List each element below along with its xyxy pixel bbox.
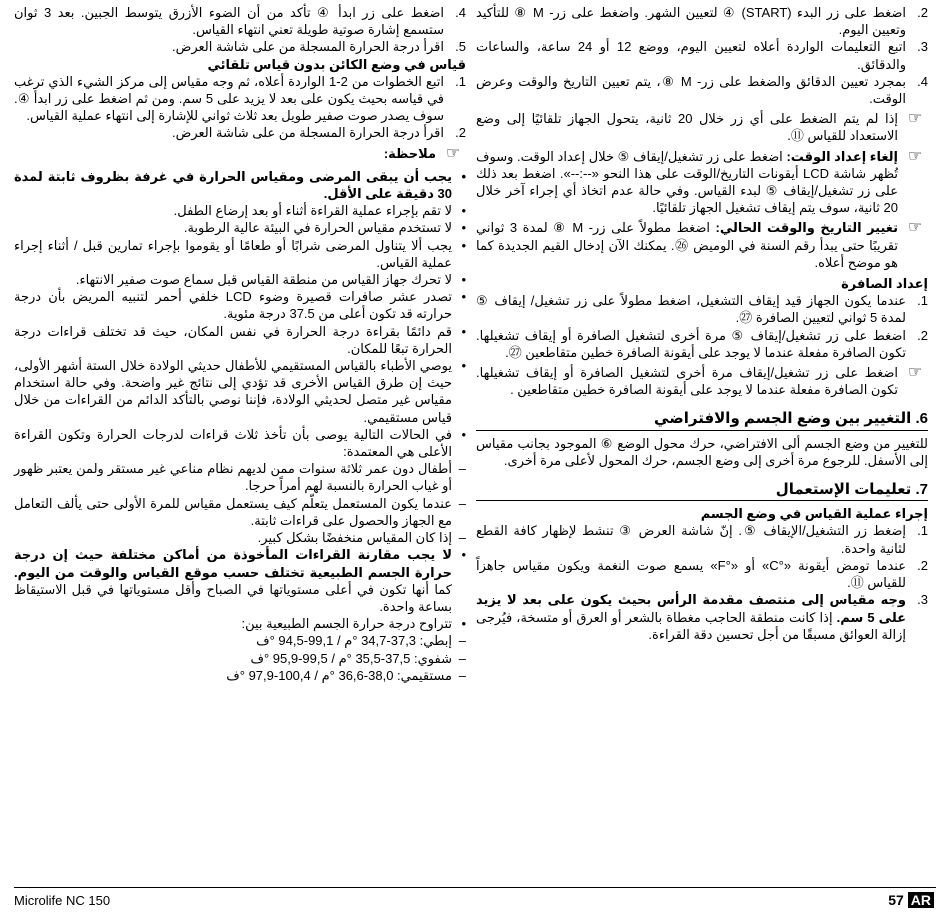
note: ☞ تغيير التاريخ والوقت الحالي: اضغط مطولاً على زر- M ⑧ لمدة 3 ثواني تقريبًا حتى يبدأ رقم السنة في الوميض ㉖. يمكنك الآن إدخال القيم الجديدة كما هو موضح أعلاه. (476, 219, 928, 271)
list-item: – أطفال دون عمر ثلاثة سنوات ممن لديهم نظام مناعي غير مستقر ولمن يعتبر ظهور أو غياب الحرارة بالنسبة لهم أمراً حرجا. (14, 460, 466, 494)
left-column (14, 4, 466, 684)
list-item: – مستقيمي: 38,0-36,6 °م / 100,4-97,9 °ف (14, 667, 466, 684)
list-item: • لا يجب مقارنة القراءات المأخوذة من أماكن مختلفة حيث إن درجة حرارة الجسم الطبيعية تختلف حسب موقع القياس والوقت من اليوم. كما أنها تكون في أعلى مستوياتها في الصباح وأقل مستوياتها في قبل الاستيقاظ بساعة واحدة. (14, 546, 466, 615)
list-item: • لا تقم بإجراء عملية القراءة أثناء أو بعد إرضاع الطفل. (14, 202, 466, 219)
list-item: 2. اقرأ درجة الحرارة المسجلة من على شاشة العرض. (172, 125, 466, 141)
list-item: 1. عندما يكون الجهاز قيد إيقاف التشغيل، اضغط مطولاً على زر تشغيل/ إيقاف ⑤ لمدة 5 ثواني لتعيين الصافرة ㉗. (476, 293, 928, 326)
list-item: 2. اضغط على زر تشغيل/إيقاف ⑤ مرة أخرى لتشغيل الصافرة أو إيقاف تشغيلها. تكون الصافرة مفعلة عندما لا يوجد على أيقونة الصافرة خطين متقاطعين ㉗. (476, 327, 928, 360)
list-item: 2. اضغط على زر البدء (START) ④ لتعيين الشهر. واضغط على زر- M ⑧ للتأكيد وتعيين اليوم. (476, 5, 928, 38)
list-item: • في الحالات التالية يوصى بأن تأخذ ثلاث قراءات لدرجات الحرارة وتكون القراءة الأعلى هي المعتمدة: (14, 426, 466, 460)
list-item: • لا تستخدم مقياس الحرارة في البيئة عالية الرطوبة. (14, 219, 466, 236)
language-badge: AR (908, 892, 934, 908)
list-item: • يجب ألا يتناول المرضى شرابًا أو طعامًا أو يقوموا بإجراء تمارين قبل / أثناء إجراء عملية القياس. (14, 237, 466, 271)
list-item: 1. اتبع الخطوات من 2-1 الواردة أعلاه، ثم وجه مقياس إلى مركز الشيء الذي ترغب في قياسه بحيث يكون على بعد لا يزيد على 5 سم. ومن ثم اضغط على زر ابدأ ④. سوف يصدر صوت صفير طويل بعد ثلاث ثواني للإشارة إلى انتهاء عملية القياس. (14, 73, 466, 124)
subheading-body-mode: إجراء عملية القياس في وضع الجسم (700, 506, 928, 522)
list-item: – إبطي: 37,3-34,7 °م / 99,1-94,5 °ف (14, 632, 466, 649)
note: ☞ اضغط على زر تشغيل/إيقاف مرة أخرى لتشغيل الصافرة أو إيقاف تشغيلها. تكون الصافرة مفعلة عندما لا يوجد على أيقونة الصافرة خطين متقاطعين . (476, 364, 928, 398)
list-item: • يجب أن يبقى المرضى ومقياس الحرارة في غرفة بظروف ثابتة لمدة 30 دقيقة على الأقل. (14, 168, 466, 202)
note: ☞ إذا لم يتم الضغط على أي زر خلال 20 ثانية، يتحول الجهاز تلقائيًا إلى وضع الاستعداد للقياس ⑪. (476, 110, 928, 144)
list-item: • قم دائمًا بقراءة درجة الحرارة في نفس المكان، حيث قد تختلف قراءات درجة الحرارة تبعًا للمكان. (14, 323, 466, 357)
footer-page (888, 892, 934, 908)
list-item: 4. بمجرد تعيين الدقائق والضغط على زر- M ⑧، يتم تعيين التاريخ والوقت وعرض الوقت. (476, 73, 928, 107)
notes-list (14, 168, 466, 460)
section-title-7: 7. تعليمات الإستعمال (476, 481, 928, 501)
pointing-hand-icon: ☞ (907, 219, 923, 237)
list-item: – شفوي: 37,5-35,5 °م / 99,5-95,9 °ف (14, 650, 466, 667)
note: ☞ إلغاء إعداد الوقت: اضغط على زر تشغيل/إيقاف ⑤ خلال إعداد الوقت. وسوف تُظهر شاشة LCD أيقونات التاريخ/الوقت على هذا النحو «--:--». اضغط بعد ذلك على زر تشغيل/إيقاف ⑤ لبدء القياس. وفي حالة عدم اتخاذ أي إجراء آخر خلال 20 ثانية، سوف يتم إيقاف تشغيل الجهاز تلقائيًا. (476, 148, 928, 217)
page-number: 57 (888, 892, 904, 908)
sub-list (14, 460, 466, 546)
subheading-whistle: إعداد الصافرة (841, 276, 928, 292)
section-6-text: للتغيير من وضع الجسم ألى الافتراضي، حرك محول الوضع ⑥ الموجود بجانب مقياس إلى الأسفل. للرجوع مرة أخرى إلى وضع الجسم، حرك المحول لأعلى مرة أخرى. (476, 435, 928, 468)
pointing-hand-icon: ☞ (907, 110, 923, 128)
list-item: 5. اقرأ درجة الحرارة المسجلة من على شاشة العرض. (172, 39, 466, 55)
list-item: – إذا كان المقياس منخفضًا بشكل كبير. (14, 529, 466, 546)
footer-divider (14, 887, 936, 888)
pointing-hand-icon: ☞ (445, 144, 461, 162)
section-title-6: 6. التغيير بين وضع الجسم والافتراضي (476, 410, 928, 430)
list-item: • تصدر عشر صافرات قصيرة وضوء LCD خلفي أحمر لتنبيه المريض بأن درجة حرارته قد تكون أعلى من 37.5 درجة مئوية. (14, 288, 466, 322)
right-column (476, 4, 928, 643)
list-item: – عندما يكون المستعمل يتعلّم كيف يستعمل مقياس للمرة الأولى حتى يألف التعامل مع الجهاز والحصول على قراءات ثابتة. (14, 495, 466, 529)
list-item: 4. اضغط على زر ابدأ ④ تأكد من أن الضوء الأزرق يتوسط الجبين. بعد 3 ثوان ستسمع إشارة صوتية طويلة تعني انتهاء القياس. (14, 5, 466, 38)
footer-brand: Microlife NC 150 (14, 893, 111, 908)
list-item: • تتراوح درجة حرارة الجسم الطبيعية بين: (14, 615, 466, 632)
note-heading: ☞ ملاحظة: (14, 145, 466, 162)
pointing-hand-icon: ☞ (907, 147, 923, 165)
list-item: 2. عندما تومض أيقونة «°C» أو «°F» يسمع صوت النغمة ويكون مقياس جاهزاً للقياس ⑪. (476, 557, 928, 591)
subheading-object-mode: قياس في وضع الكائن بدون قياس تلقائي (207, 56, 466, 72)
list-item: • يوصي الأطباء بالقياس المستقيمي للأطفال حديثي الولادة خلال الستة أشهر الأولى، حيث إن طرق القياس الأخرى قد تؤدي إلى نتائج غير واضحة. وفي حالة استخدام مقياس غير متصل لحديثي الولادة، فإننا نوصي بالتأكد الدائم من القراءات من خلال قياس مستقيمي. (14, 357, 466, 426)
notes-list-2 (14, 546, 466, 632)
range-list (14, 632, 466, 684)
pointing-hand-icon: ☞ (907, 364, 923, 382)
list-item: 1. إضغط زر التشغيل/الإيقاف ⑤. إنّ شاشة العرض ③ تنشط لإظهار كافة القطع لثانية واحدة. (476, 523, 928, 556)
list-item: 3. وجه مقياس إلى منتصف مقدمة الرأس بحيث يكون على بعد لا يزيد على 5 سم. إذا كانت منطقة الحاجب مغطاة بالشعر أو العرق أو متسخة، فيُرجى إزالة العوائق مسبقًا من أجل تحسين دقة القراءة. (476, 592, 928, 642)
list-item: • لا تحرك جهاز القياس من منطقة القياس قبل سماع صوت صفير الانتهاء. (14, 271, 466, 288)
list-item: 3. اتبع التعليمات الواردة أعلاه لتعيين اليوم، ووضع 12 أو 24 ساعة، والساعات والدقائق. (476, 39, 928, 72)
